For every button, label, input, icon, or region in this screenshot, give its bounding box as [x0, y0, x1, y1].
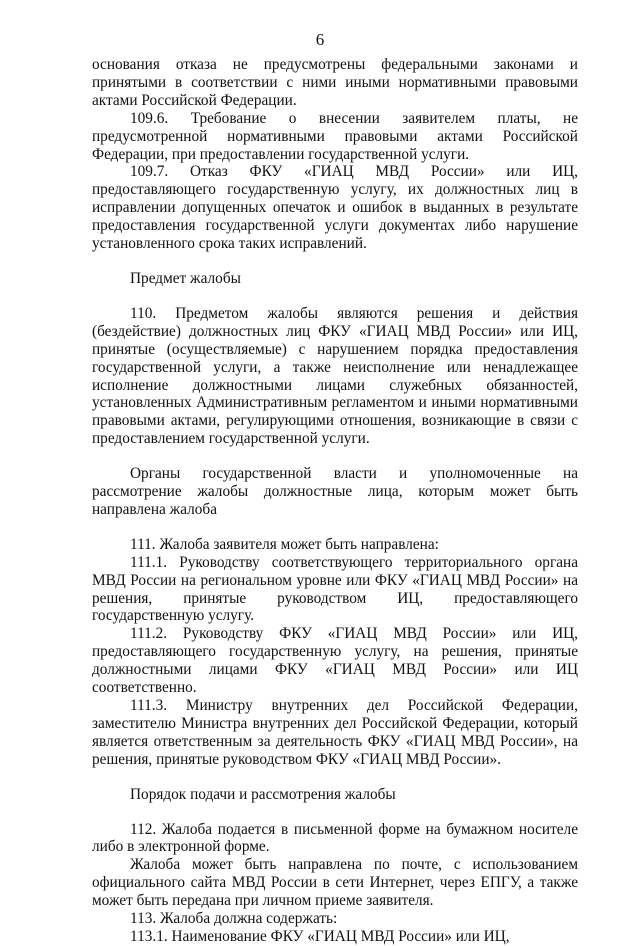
paragraph-110: 110. Предметом жалобы являются решения и действия (бездействие) должностных лиц ФКУ «ГИАЦ МВД России» или ИЦ, принятые (осуществляемые) с нарушением порядка предоставления государственной услуги, а также неисполнение или ненадлежащее исполнение должностными лицами служебных обязанностей, установленных Административным регламентом и иными нормативными правовыми актами, регулирующими отношения, возникающие в связи с предоставлением государственной услуги. [92, 304, 578, 448]
paragraph-113-1: 113.1. Наименование ФКУ «ГИАЦ МВД России» или ИЦ, [130, 927, 510, 945]
page-number: 6 [315, 30, 325, 49]
section-heading-complaint-recipients: Органы государственной власти и уполномоченные на рассмотрение жалобы должностные лица, которым может быть направлена жалоба [92, 465, 578, 518]
paragraph-111: 111. Жалоба заявителя может быть направлена: [130, 535, 439, 553]
section-heading-filing-procedure: Порядок подачи и рассмотрения жалобы [130, 785, 396, 803]
document-body [92, 56, 578, 946]
paragraph-continuation: основания отказа не предусмотрены федеральными законами и принятыми в соответствии с ними иными нормативными правовыми актами Российской Федерации. [92, 56, 578, 109]
paragraph-112: 112. Жалоба подается в письменной форме на бумажном носителе либо в электронной форме. [92, 820, 578, 856]
paragraph-111-2: 111.2. Руководству ФКУ «ГИАЦ МВД России» или ИЦ, предоставляющего государственную услугу, на решения, принятые должностными лицами ФКУ «ГИАЦ МВД России» или ИЦ соответственно. [92, 625, 578, 697]
paragraph-109-6: 109.6. Требование о внесении заявителем платы, не предусмотренной нормативными правовыми актами Российской Федерации, при предоставлении государственной услуги. [92, 109, 578, 163]
paragraph-112-delivery: Жалоба может быть направлена по почте, с использованием официального сайта МВД России в сети Интернет, через ЕПГУ, а также может быть передана при личном приеме заявителя. [92, 856, 578, 910]
paragraph-111-1: 111.1. Руководству соответствующего территориального органа МВД России на региональном уровне или ФКУ «ГИАЦ МВД России» на решения, принятые руководством ИЦ, предоставляющего государственную услугу. [92, 553, 578, 625]
paragraph-109-7: 109.7. Отказ ФКУ «ГИАЦ МВД России» или ИЦ, предоставляющего государственную услугу, их должностных лиц в исправлении допущенных опечаток и ошибок в выданных в результате предоставления государственной услуги документах либо нарушение установленного срока таких исправлений. [92, 163, 578, 253]
section-heading-complaint-subject: Предмет жалобы [130, 269, 241, 287]
paragraph-113: 113. Жалоба должна содержать: [130, 910, 338, 928]
paragraph-111-3: 111.3. Министру внутренних дел Российской Федерации, заместителю Министра внутренних дел Российской Федерации, который является ответственным за деятельность ФКУ «ГИАЦ МВД России», на решения, принятые руководством ФКУ «ГИАЦ МВД России». [92, 697, 578, 768]
